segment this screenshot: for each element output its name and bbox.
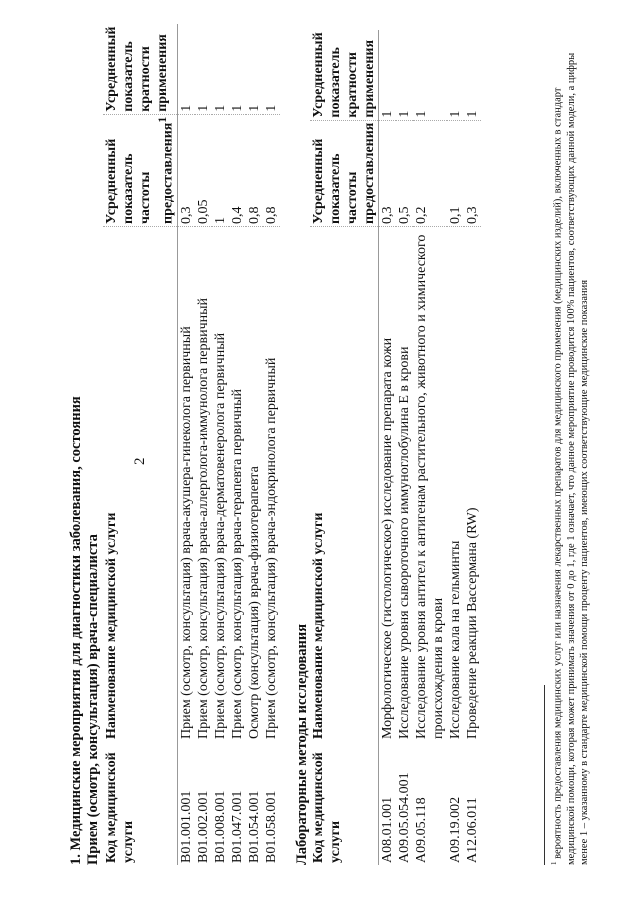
header-freq: [103, 114, 177, 226]
cell-name: Исследование кала на гельминты: [448, 540, 463, 739]
cell-mult: 1: [246, 25, 263, 115]
cell-mult: 1: [396, 30, 413, 120]
header-name: Наименование медицинской услуги: [103, 227, 177, 742]
cell-mult: 1: [195, 25, 212, 115]
table-header-row: [310, 30, 379, 865]
cell-name: Морфологическое (гистологическое) исследование препарата кожи: [380, 337, 395, 739]
cell-mult: 1: [447, 30, 464, 120]
footnote-text: вероятность предоставления медицинских услуг или назначения лекарственных препаратов для медицинского применения (медицинских изделий), включенных в стандарт медицинской помощи, которая может принимать значения от 0 до 1, где 1 означает, что данное мероприятие проводится 100% пациентов, соответствующих данной модели, а цифры менее 1 – указанному в стандарте медицинской помощи проценту пациентов, имеющих соответствующие медицинские показания: [552, 52, 590, 865]
page-number: 2: [132, 457, 148, 465]
cell-freq: 0,05: [195, 114, 212, 226]
footnote: [548, 35, 591, 865]
header-mult: Усредненный показатель кратности применения: [103, 25, 177, 115]
header-code: Код медицинской услуги: [310, 741, 379, 865]
cell-mult: 1: [379, 30, 397, 120]
cell-name: Прием (осмотр, консультация) врача-эндокринолога первичный: [263, 357, 279, 739]
cell-freq: 0,3: [464, 120, 481, 226]
cell-name: Прием (осмотр, консультация) врача-аллерголога-иммунолога первичный: [195, 297, 211, 739]
cell-freq: 0,3: [379, 120, 397, 226]
lab-section-title: Лабораторные методы исследования: [294, 623, 310, 865]
table-row: [413, 30, 447, 865]
table-row: [246, 25, 263, 866]
header-code: Код медицинской услуги: [103, 741, 177, 865]
footnote-ref: 1: [156, 116, 169, 123]
cell-name: Исследование уровня антител к антигенам растительного, животного и химического происхождения в крови: [414, 234, 446, 739]
section-title: 1. Медицинские мероприятия для диагностики заболевания, состояния: [68, 396, 84, 865]
table-row: [229, 25, 246, 866]
cell-name: Прием (осмотр, консультация) врача-дерматовенеролога первичный: [212, 332, 228, 739]
cell-name: Исследование уровня сывороточного иммуноглобулина Е в крови: [397, 346, 412, 739]
labs-table: [310, 30, 481, 865]
cell-freq: 0,2: [413, 120, 447, 226]
cell-code: A12.06.011: [465, 797, 480, 863]
cell-freq: 0,1: [447, 120, 464, 226]
header-mult: Усредненный показатель кратности применения: [310, 30, 379, 120]
footnote-mark: 1: [550, 861, 558, 865]
header-freq-text: Усредненный показатель частоты предоставления: [104, 122, 176, 224]
cell-name: Проведение реакции Вассермана (RW): [465, 507, 480, 739]
table-row: [177, 25, 195, 866]
table-row: [195, 25, 212, 866]
table-row: [447, 30, 464, 865]
cell-freq: 0,4: [229, 114, 246, 226]
cell-code: B01.047.001: [229, 790, 245, 863]
cell-freq: 1: [212, 114, 229, 226]
table-row: [379, 30, 397, 865]
cell-name: Прием (осмотр, консультация) врача-терапевта первичный: [229, 388, 245, 739]
cell-mult: 1: [177, 25, 195, 115]
cell-freq: 0,3: [177, 114, 195, 226]
cell-code: B01.001.001: [178, 790, 194, 863]
cell-freq: 0,8: [246, 114, 263, 226]
subsection-title: Прием (осмотр, консультация) врача-специалиста: [85, 534, 101, 865]
cell-mult: 1: [263, 25, 280, 115]
footnote-divider: [544, 685, 545, 865]
table-row: [263, 25, 280, 866]
cell-code: B01.054.001: [246, 790, 262, 863]
cell-mult: 1: [229, 25, 246, 115]
visits-table: [103, 25, 280, 866]
cell-code: A09.19.002: [448, 796, 463, 863]
cell-name: Прием (осмотр, консультация) врача-акушера-гинеколога первичный: [178, 326, 194, 739]
table-header-row: [103, 25, 177, 866]
cell-code: A08.01.001: [380, 796, 395, 863]
table-row: [212, 25, 229, 866]
table-row: [464, 30, 481, 865]
cell-freq: 0,5: [396, 120, 413, 226]
header-freq: Усредненный показатель частоты предоставления: [310, 120, 379, 226]
cell-freq: 0,8: [263, 114, 280, 226]
cell-code: B01.002.001: [195, 790, 211, 863]
cell-code: B01.008.001: [212, 790, 228, 863]
cell-mult: 1: [464, 30, 481, 120]
table-row: [396, 30, 413, 865]
cell-code: A09.05.054.001: [397, 772, 412, 863]
cell-name: Осмотр (консультация) врача-физиотерапевта: [246, 466, 262, 739]
cell-code: A09.05.118: [414, 797, 429, 863]
cell-code: B01.058.001: [263, 790, 279, 863]
cell-mult: 1: [212, 25, 229, 115]
cell-mult: 1: [413, 30, 447, 120]
header-name: Наименование медицинской услуги: [310, 227, 379, 742]
